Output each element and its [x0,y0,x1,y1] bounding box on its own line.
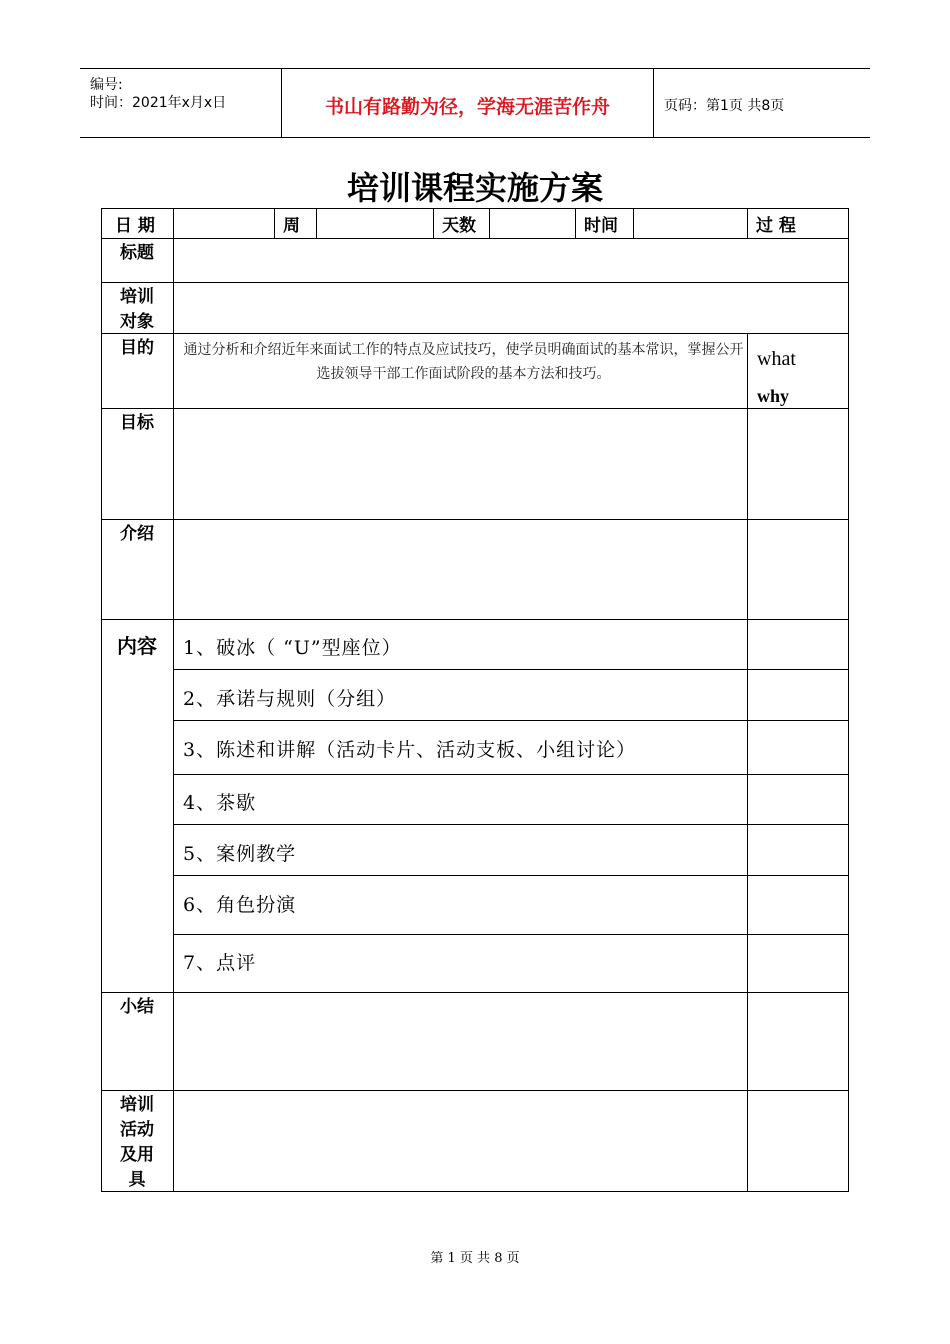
table-border-top [101,208,849,209]
content-item: 6、角色扮演 [183,894,297,916]
row-content-label: 内容 [117,634,157,658]
content-item: 5、案例教学 [183,843,297,865]
document-title: 培训课程实施方案 [346,169,603,207]
header-divider [633,208,634,238]
row-line [101,519,849,520]
serial-number-label: 编号: [90,77,123,93]
content-item: 3、陈述和讲解（活动卡片、活动支板、小组讨论） [183,739,637,761]
row-line [101,992,849,993]
row-line [101,282,849,283]
row-title-label: 标题 [120,243,154,263]
page-footer: 第 1 页 共 8 页 [430,1251,520,1266]
what-label: what [757,348,796,370]
header-divider [747,208,748,238]
row-summary-label: 小结 [120,997,154,1017]
content-row-line [173,824,849,825]
content-item: 1、破冰（ “U”型座位） [183,637,402,659]
course-plan-table [101,208,849,1192]
row-audience-label: 培训对象 [120,287,154,332]
header-motto-cell [282,69,654,137]
row-intro-label: 介绍 [120,524,154,544]
content-item: 2、承诺与规则（分组） [183,688,397,710]
content-item: 7、点评 [183,952,257,974]
row-line [101,238,849,239]
row-line [101,1090,849,1091]
content-row-line [173,669,849,670]
header-process-label: 过 程 [756,216,796,236]
content-row-line [173,774,849,775]
page-info: 页码：第1页 共8页 [664,98,785,114]
content-row-line [173,720,849,721]
header-time-label: 时间 [584,216,618,236]
header-divider [316,208,317,238]
purpose-text: 通过分析和介绍近年来面试工作的特点及应试技巧，使学员明确面试的基本常识，掌握公开选拔领导干部工作面试阶段的基本方法和技巧。 [183,342,744,382]
process-column-divider [747,333,748,1192]
content-item: 4、茶歇 [183,792,257,814]
content-row-line [173,875,849,876]
row-activity-label: 培训活动及用具 [120,1095,154,1190]
header-info-cell [80,69,282,137]
header-divider [489,208,490,238]
row-line [101,333,849,334]
why-label: why [757,386,790,406]
table-border-right [848,208,849,1192]
row-purpose-label: 目的 [120,338,154,358]
header-divider [433,208,434,238]
row-line [101,408,849,409]
header-divider [274,208,275,238]
row-goal-label: 目标 [120,413,154,433]
header-week-label: 周 [283,216,300,236]
header-page-cell [654,69,870,137]
header-divider [575,208,576,238]
date-line: 时间：2021年x月x日 [90,95,227,111]
content-row-line [173,934,849,935]
label-column-divider [173,208,174,1192]
table-border-bottom [101,1191,849,1192]
motto-text: 书山有路勤为径，学海无涯苦作舟 [324,96,610,118]
header-date-label: 日 期 [115,216,155,236]
row-line [101,619,849,620]
header-days-label: 天数 [442,216,476,236]
page-header [80,68,870,138]
